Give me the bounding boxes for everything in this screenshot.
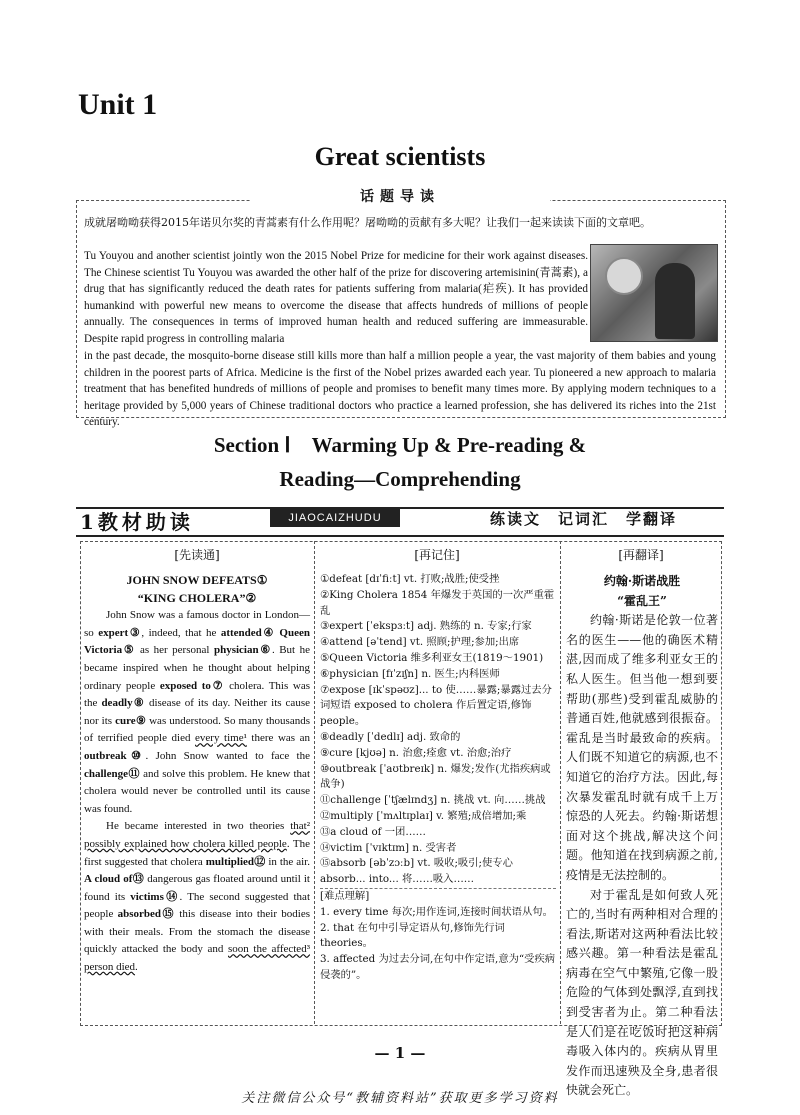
vocab-item: ④attend [əˈtend] vt. 照顾;护理;参加;出席 — [320, 636, 520, 649]
vocab-item: ⑦expose [ɪkˈspəʊz]... to 使……暴露;暴露过去分词短语 exposed to cholera 作后置定语,修饰 people。 — [320, 683, 552, 728]
page-number: — 1 — — [374, 1044, 426, 1062]
vocab-item: ⑮absorb [əbˈzɔːb] vt. 吸收;吸引;使专心 absorb... into... 将……吸入…… — [320, 857, 513, 886]
reading-paragraph-2: He became interested in two theories that² possibly explained how cholera killed people. The first suggested that cholera multiplied⑫ in the air. A cloud of⑬ dangerous gas floated around until it found its victims⑭. The second suggested that people absorbed⑮ this disease into their bodies with their meals. From the stomach the disease quickly attacked the body and soon the affected³ person died. — [84, 820, 311, 974]
tu-youyou-photo — [590, 244, 718, 342]
translation-title-2: “霍乱王” — [617, 593, 667, 608]
vocabulary-list — [320, 572, 556, 984]
note-item: 1. every time 每次;用作连词,连接时间状语从句。 — [320, 905, 553, 918]
page-title: Great scientists — [314, 142, 486, 171]
topic-intro-zh: 成就屠呦呦获得2015年诺贝尔奖的青蒿素有什么作用呢？屠呦呦的贡献有多大呢？让我们一起来读读下面的文章吧。 — [84, 216, 651, 229]
vocab-item: ⑥physician [fɪˈzɪʃn] n. 医生;内科医师 — [320, 667, 500, 680]
nobel-medal-icon — [605, 257, 643, 295]
reading-title-1: JOHN SNOW DEFEATS① — [126, 573, 268, 587]
topic-text-part2: in the past decade, the mosquito-borne disease still kills more than half a million people a year, the vast majority of them babies and young children in the poorest parts of Africa. Medicine is the first of the Nobel prizes awarded each year. Tu pioneered a new approach to malaria treatment that has benefited hundreds of millions of people and promises to benefit many times more. By applying modern techniques to a heritage provided by 5,000 years of Chinese traditional doctors who practice a learned profession, she has delivered its riches into the 21st century. — [84, 350, 716, 429]
notes-title: [难点理解] — [320, 889, 370, 902]
topic-text-part1: Tu Youyou and another scientist jointly won the 2015 Nobel Prize for medicine for their work against diseases. The Chinese scientist Tu Youyou was awarded the other half of the prize for discovering artemisinin(青蒿素), a drug that has significantly reduced the death rates for patients suffering from malaria(疟疾). It has provided humankind with powerful new means to overcome the disease that affects hundreds of millions of people annually. The consequences in terms of improved human health and reduced suffering are immeasurable. Despite rapid progress in controlling malaria — [84, 250, 588, 345]
section-line1: Section Ⅰ Warming Up & Pre-reading & — [213, 433, 587, 457]
footer-note: 关注微信公众号“教辅资料站”获取更多学习资料 — [241, 1091, 559, 1106]
section-line2: Reading—Comprehending — [279, 467, 521, 491]
vocab-item: ③expert [ˈekspɜːt] adj. 熟练的 n. 专家;行家 — [320, 620, 532, 633]
translation-title-1: 约翰·斯诺战胜 — [603, 574, 681, 588]
vocab-item: ⑧deadly [ˈdedlɪ] adj. 致命的 — [320, 730, 461, 743]
unit-heading: Unit 1 — [78, 88, 158, 121]
column-divider — [560, 541, 561, 1024]
note-item: 2. that 在句中引导定语从句,修饰先行词 theories。 — [320, 921, 505, 950]
vocab-item: ⑬a cloud of 一团…… — [320, 825, 426, 838]
person-figure — [655, 263, 695, 339]
banner-slogan: 练读文 记词汇 学翻译 — [490, 510, 678, 528]
column-header-memorize: [再记住] — [414, 548, 460, 562]
banner-title: 1教材助读 — [80, 510, 194, 534]
column-header-translate: [再翻译] — [618, 548, 664, 562]
vocab-item: ①defeat [dɪˈfiːt] vt. 打败;战胜;使受挫 — [320, 573, 500, 585]
vocab-item: ⑪challenge [ˈtʃælɪndʒ] n. 挑战 vt. 向……挑战 — [320, 794, 546, 807]
vocab-item: ⑭victim [ˈvɪktɪm] n. 受害者 — [320, 841, 457, 854]
reading-passage — [84, 572, 310, 977]
column-header-read: [先读通] — [174, 548, 220, 562]
vocab-item: ⑨cure [kjʊə] n. 治愈;痊愈 vt. 治愈;治疗 — [320, 746, 512, 759]
vocab-item: ⑫multiply [ˈmʌltɪplaɪ] v. 繁殖;成倍增加;乘 — [320, 809, 527, 822]
vocab-item: ②King Cholera 1854 年爆发于英国的一次严重霍乱 — [320, 588, 555, 617]
topic-header: 话题导读 — [250, 186, 550, 206]
column-divider — [314, 541, 315, 1024]
note-item: 3. affected 为过去分词,在句中作定语,意为“受疾病侵袭的”。 — [320, 953, 556, 981]
vocab-item: ⑩outbreak [ˈaʊtbreɪk] n. 爆发;发作(尤指疾病或战争) — [320, 762, 551, 791]
translation-column — [566, 572, 718, 1101]
vocab-item: ⑤Queen Victoria 维多利亚女王(1819～1901) — [320, 651, 544, 664]
reading-paragraph-1: John Snow was a famous doctor in London—so expert③, indeed, that he attended④ Queen Victoria⑤ as her personal physician⑥. But he became inspired when he thought about helping ordinary people exposed to⑦ cholera. This was the deadly⑧ disease of its day. Neither its cause nor its cure⑨ was understood. So many thousands of terrified people died every time¹ there was an outbreak⑩. John Snow wanted to face the challenge⑪ and solve this problem. He knew that cholera would never be controlled until its cause was found. — [84, 609, 311, 815]
section-heading — [0, 428, 800, 496]
translation-paragraph-1: 约翰·斯诺是伦敦一位著名的医生——他的确医术精湛,因而成了维多利亚女王的私人医生。但当他一想到要帮助(那些)受到霍乱威胁的普通百姓,他就感到很振奋。霍乱是当时最致命的疾病。人们既不知道它的病源,也不知道它的治疗方法。因此,每次暴发霍乱时就有成千上万惊恐的人死去。约翰·斯诺想面对这个挑战,解决这个问题。他知道在找到病源之前,疫情是无法控制的。 — [566, 613, 718, 882]
reading-title-2: “KING CHOLERA”② — [137, 590, 257, 605]
banner-pinyin: JIAOCAIZHUDU — [270, 509, 400, 527]
translation-paragraph-2: 对于霍乱是如何致人死亡的,当时有两种相对合理的看法,斯诺对这两种看法比较感兴趣。第一种看法是霍乱病毒在空气中繁殖,它像一股危险的气体到处飘浮,直到找到受害者为止。第二种看法是人们是在吃饭时把这种病毒吸入体内的。疾病从胃里发作而迅速殃及全身,患者很快就会死亡。 — [566, 887, 718, 1098]
